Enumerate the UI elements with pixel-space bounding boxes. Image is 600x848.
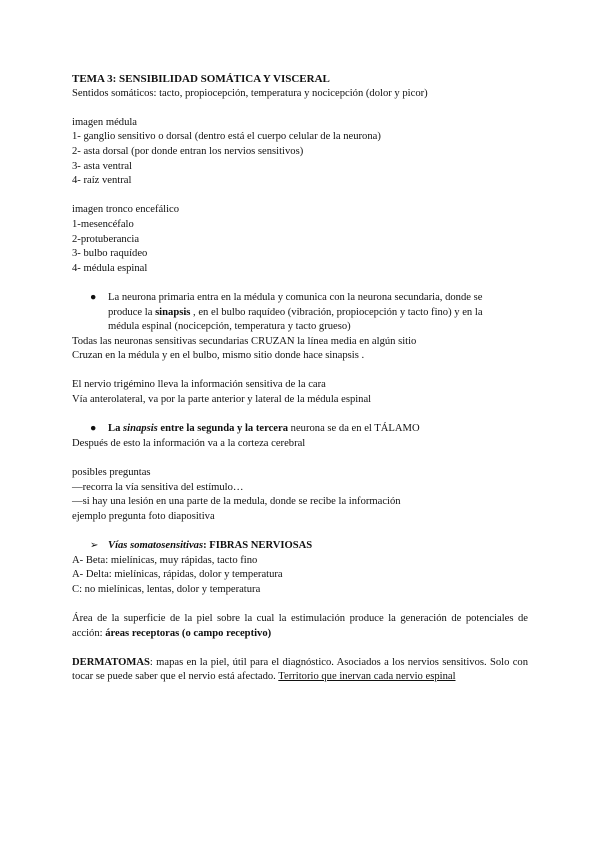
medula-heading: imagen médula xyxy=(72,116,138,128)
pregunta-item: ejemplo pregunta foto diapositiva xyxy=(72,510,215,522)
bullet-neurona-primaria xyxy=(72,291,528,335)
medula-item: 4- raíz ventral xyxy=(72,175,132,187)
bullet-dot-icon: ● xyxy=(90,423,97,435)
sinapsis-term: sinapsis xyxy=(155,306,191,318)
page-title: TEMA 3: SENSIBILIDAD SOMÁTICA Y VISCERAL xyxy=(72,73,330,85)
territorio-underline: Territorio que inervan cada nervio espinal xyxy=(278,671,456,683)
bullet-dot-icon: ● xyxy=(90,291,97,303)
intro-text: Sentidos somáticos: tacto, propiocepción, temperatura y nocicepción (dolor y picor) xyxy=(72,87,428,99)
vias-heading: ➢ Vías somatosensitivas: FIBRAS NERVIOSAS xyxy=(72,539,528,554)
tronco-heading: imagen tronco encefálico xyxy=(72,204,180,216)
despues-text: Después de esto la información va a la corteza cerebral xyxy=(72,437,306,449)
bullet-talamo: ● La sinapsis entre la segunda y la tercera neurona se da en el TÁLAMO xyxy=(72,422,528,437)
anterolateral-text: Vía anterolateral, va por la parte anterior y lateral de la médula espinal xyxy=(72,394,372,406)
pregunta-item: —si hay una lesión en una parte de la medula, donde se recibe la información xyxy=(72,496,401,508)
bullet-line: La neurona primaria entra en la médula y comunica con la neurona secundaria, donde se xyxy=(108,291,483,303)
tronco-item: 2-protuberancia xyxy=(72,233,140,245)
cruzan-text: Cruzan en la médula y en el bulbo, mismo sitio donde hace sinapsis . xyxy=(72,350,365,362)
tronco-item: 1-mesencéfalo xyxy=(72,218,134,230)
dermatomas-paragraph: DERMATOMAS: mapas en la piel, útil para el diagnóstico. Asociados a los nervios sensitivos. Solo con tocar se puede saber que el nervio está afectado. Territorio que inervan cada nervio espinal xyxy=(72,656,528,683)
medula-item: 2- asta dorsal (por donde entran los nervios sensitivos) xyxy=(72,145,304,157)
areas-receptoras-term: áreas receptoras (o campo receptivo) xyxy=(105,627,272,639)
arrow-bullet-icon: ➢ xyxy=(90,540,99,551)
preguntas-heading: posibles preguntas xyxy=(72,467,151,479)
fiber-item: C: no mielínicas, lentas, dolor y temperatura xyxy=(72,583,261,595)
bullet-line: médula espinal (nocicepción, temperatura y tacto grueso) xyxy=(108,321,351,333)
trigemino-text: El nervio trigémino lleva la información sensitiva de la cara xyxy=(72,379,326,391)
area-paragraph: Área de la superficie de la piel sobre la cual la estimulación produce la generación de potenciales de acción: áreas receptoras (o campo receptivo) xyxy=(72,612,528,639)
tronco-item: 4- médula espinal xyxy=(72,262,148,274)
medula-item: 3- asta ventral xyxy=(72,160,133,172)
fiber-item: A- Beta: mielínicas, muy rápidas, tacto fino xyxy=(72,554,258,566)
fiber-item: A- Delta: mielínicas, rápidas, dolor y temperatura xyxy=(72,569,283,581)
pregunta-item: —recorra la vía sensitiva del estímulo… xyxy=(72,481,244,493)
bullet-line: produce la sinapsis , en el bulbo raquídeo (vibración, propiocepción y tacto fino) y en la xyxy=(108,306,483,318)
medula-item: 1- ganglio sensitivo o dorsal (dentro está el cuerpo celular de la neurona) xyxy=(72,131,381,143)
document-page xyxy=(72,72,528,685)
cruzan-text: Todas las neuronas sensitivas secundarias CRUZAN la línea media en algún sitio xyxy=(72,335,417,347)
dermatomas-term: DERMATOMAS xyxy=(72,656,150,668)
tronco-item: 3- bulbo raquídeo xyxy=(72,248,148,260)
